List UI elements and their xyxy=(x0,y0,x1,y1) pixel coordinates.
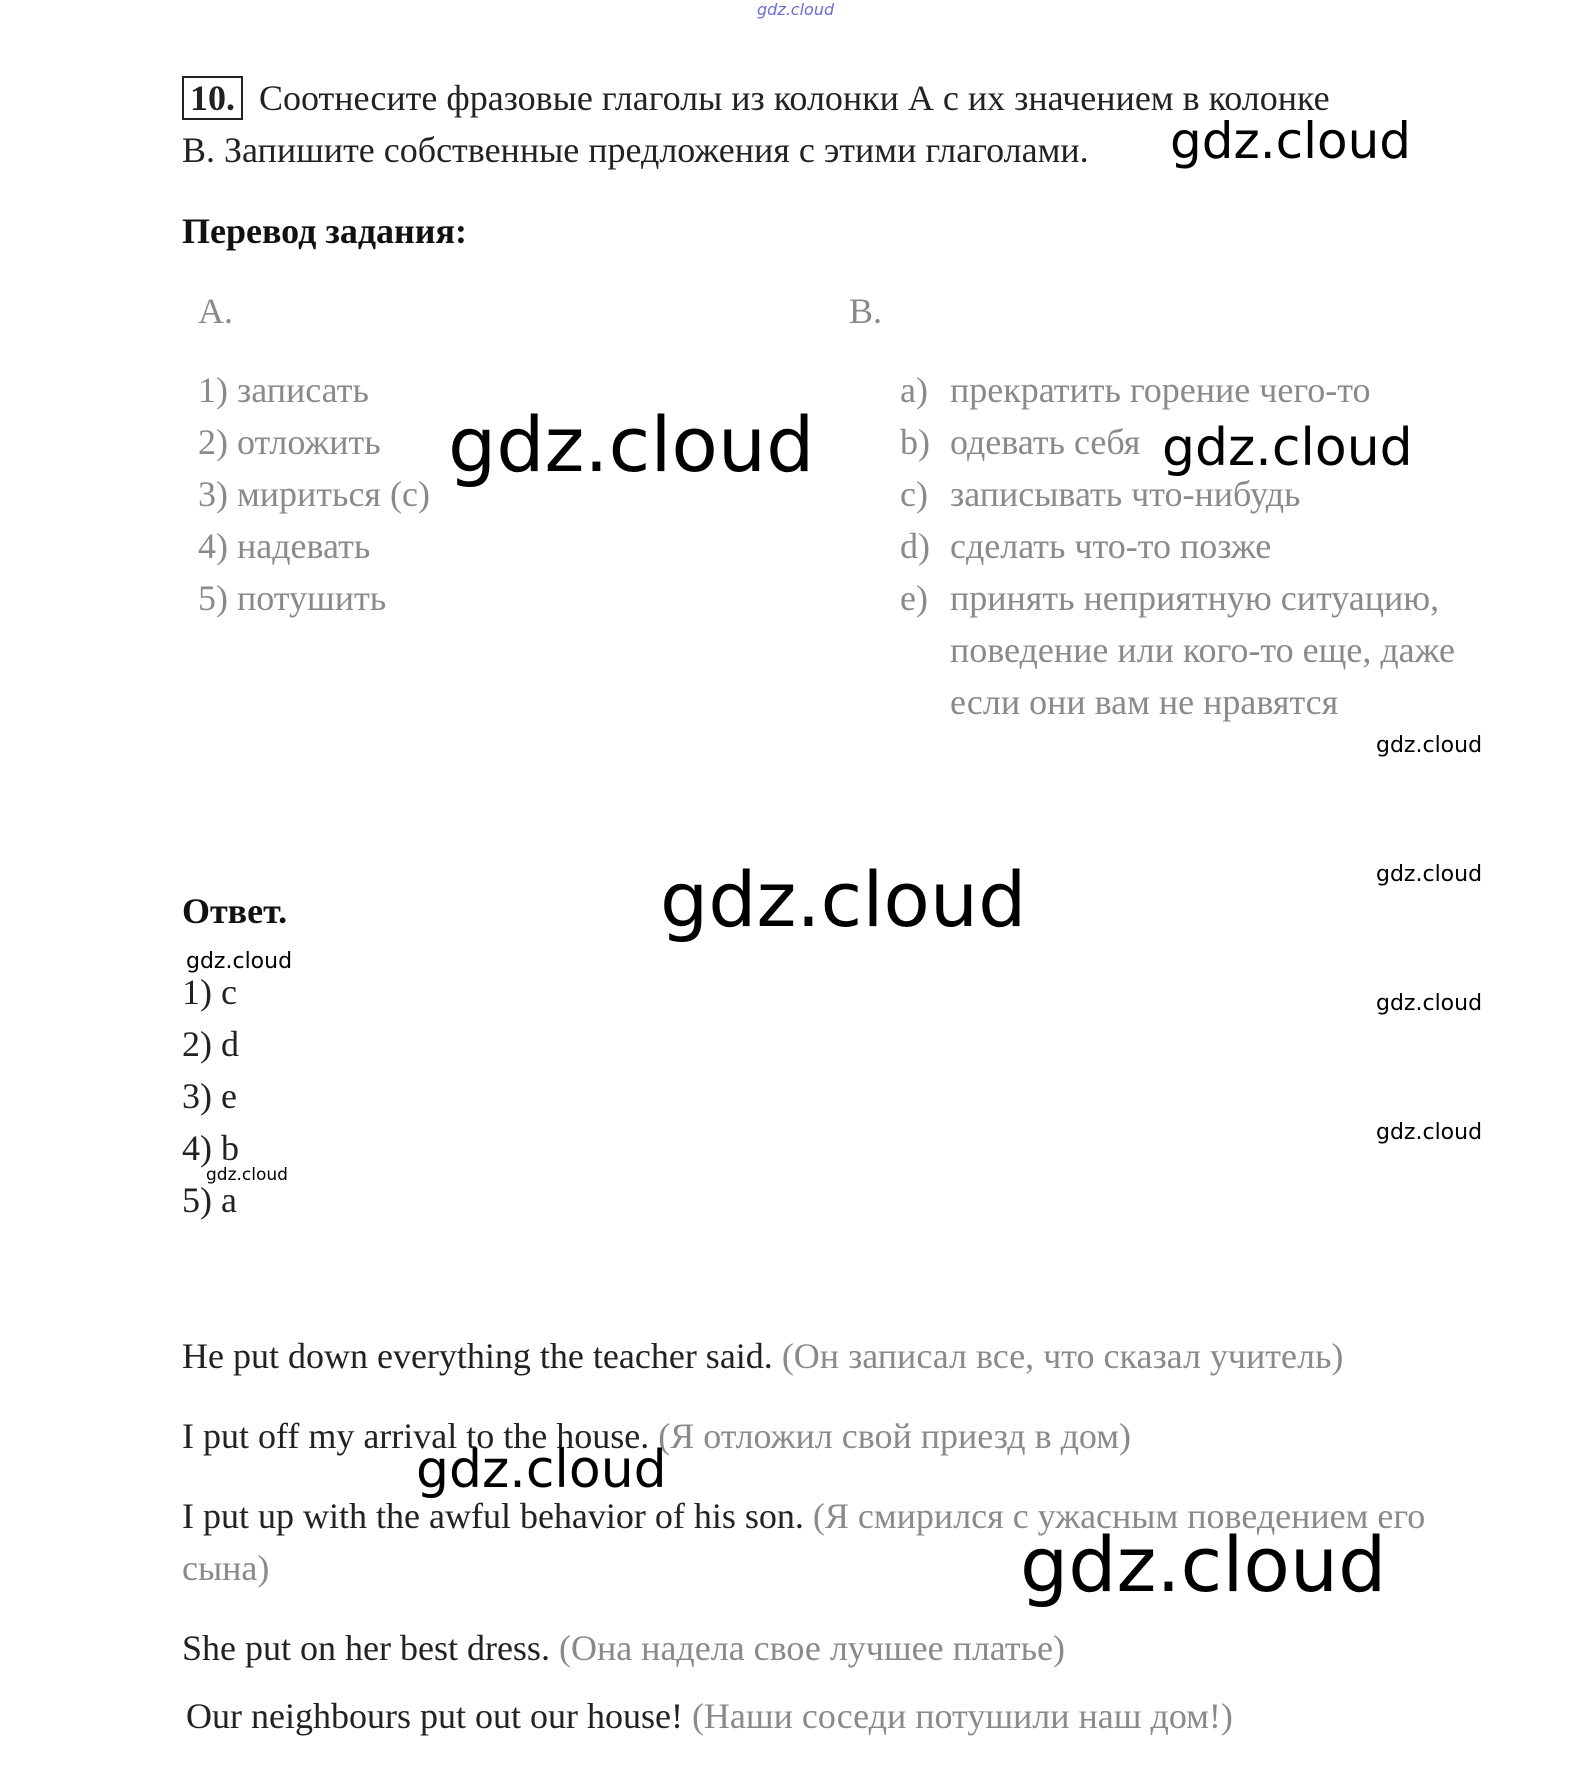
watermark: gdz.cloud xyxy=(1020,1520,1387,1609)
watermark: gdz.cloud xyxy=(1376,991,1483,1016)
example-sentence xyxy=(182,1622,1502,1674)
task-line-2: В. Запишите собственные предложения с этими глаголами. xyxy=(182,130,1089,170)
column-b-item xyxy=(900,572,1470,728)
sentence-translation: (Я отложил свой приезд в дом) xyxy=(658,1416,1131,1456)
column-a-item: 5) потушить xyxy=(198,578,387,618)
column-a-item: 3) мириться (с) xyxy=(198,474,430,514)
watermark: gdz.cloud xyxy=(416,1440,667,1500)
column-b-letter: b) xyxy=(900,422,930,462)
sentence-translation: (Она надела свое лучшее платье) xyxy=(558,1628,1065,1668)
column-a-label: А. xyxy=(198,291,233,331)
task-number: 10. xyxy=(182,76,243,120)
watermark: gdz.cloud xyxy=(1376,1120,1483,1145)
sentence-english: I put off my arrival to the house. xyxy=(182,1416,650,1456)
answer-item: 1) c xyxy=(182,972,237,1012)
answer-item: 3) e xyxy=(182,1076,237,1116)
answer-item: 5) a xyxy=(182,1180,237,1220)
column-b-letter: e) xyxy=(900,578,928,618)
sentence-translation: (Он записал все, что сказал учитель) xyxy=(781,1336,1344,1376)
sentence-translation: (Наши соседи потушили наш дом!) xyxy=(691,1696,1233,1736)
column-b-item xyxy=(900,520,1470,572)
answer-item: 2) d xyxy=(182,1024,239,1064)
task-text-1: Соотнесите фразовые глаголы из колонки А с их значением в колонке xyxy=(259,78,1330,118)
example-sentence xyxy=(182,1330,1502,1382)
watermark: gdz.cloud xyxy=(186,949,293,974)
sentence-english: I put up with the awful behavior of his son. xyxy=(182,1496,804,1536)
answer-item: 4) b xyxy=(182,1128,239,1168)
watermark: gdz.cloud xyxy=(1162,418,1413,478)
answer-list xyxy=(182,966,239,1226)
column-b-text: записывать что-нибудь xyxy=(950,474,1301,514)
translation-heading: Перевод задания: xyxy=(182,211,467,251)
watermark: gdz.cloud xyxy=(1170,112,1412,170)
column-a-item: 4) надевать xyxy=(198,526,371,566)
sentence-english: She put on her best dress. xyxy=(182,1628,550,1668)
column-b-letter: c) xyxy=(900,474,928,514)
column-a-item: 2) отложить xyxy=(198,422,381,462)
sentence-translation: (Я смирился с ужасным поведением его сына) xyxy=(182,1496,1426,1588)
example-sentence xyxy=(182,1410,1502,1462)
watermark-top: gdz.cloud xyxy=(757,0,835,19)
watermark: gdz.cloud xyxy=(660,855,1027,944)
column-a-list xyxy=(198,364,430,624)
watermark: gdz.cloud xyxy=(1376,862,1483,887)
sentence-english: Our neighbours put out our house! xyxy=(186,1696,683,1736)
column-b-item xyxy=(900,364,1470,416)
column-b-text: сделать что-то позже xyxy=(950,526,1272,566)
watermark: gdz.cloud xyxy=(206,1165,288,1185)
column-b-letter: d) xyxy=(900,526,930,566)
column-b-label: В. xyxy=(849,291,883,331)
example-sentence xyxy=(186,1690,1506,1742)
answer-heading: Ответ. xyxy=(182,891,288,931)
watermark: gdz.cloud xyxy=(1376,733,1483,758)
sentence-english: He put down everything the teacher said. xyxy=(182,1336,773,1376)
column-b-text: прекратить горение чего-то xyxy=(950,370,1371,410)
watermark: gdz.cloud xyxy=(448,400,815,489)
task-line-1 xyxy=(182,72,1330,124)
column-b-text: одевать себя xyxy=(950,422,1141,462)
column-a-item: 1) записать xyxy=(198,370,369,410)
column-b-letter: a) xyxy=(900,370,928,410)
column-b-text: принять неприятную ситуацию, поведение или кого-то еще, даже если они вам не нравятся xyxy=(950,578,1455,722)
